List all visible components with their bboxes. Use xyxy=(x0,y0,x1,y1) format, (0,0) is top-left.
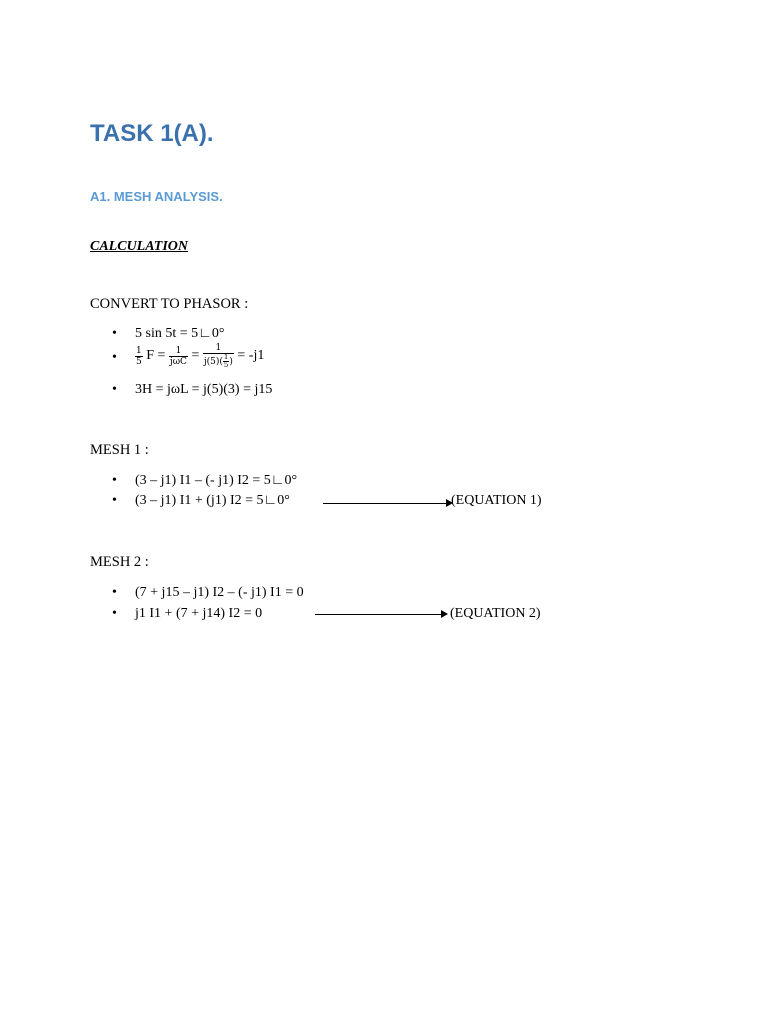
phasor-item-source: 5 sin 5t = 5∟0° xyxy=(135,326,225,341)
phasor-heading: CONVERT TO PHASOR : xyxy=(90,296,249,312)
fraction-one-fifth: $\frac{1}{5}$ xyxy=(136,345,142,367)
fraction-one-over-jwc: $\frac{1}{\text{jωC}}$ xyxy=(169,345,187,367)
bullet-icon: • xyxy=(112,606,117,621)
bullet-icon: • xyxy=(112,350,117,365)
section-heading: A1. MESH ANALYSIS. xyxy=(90,189,223,204)
mesh2-item-2: j1 I1 + (7 + j14) I2 = 0 xyxy=(135,606,263,621)
bullet-icon: • xyxy=(112,326,117,341)
fraction-one-over-j5-fifth: 1 j(5)( $\frac{1}{5}$ ) xyxy=(203,343,233,369)
mesh1-item-1: (3 – j1) I1 – (- j1) I2 = 5∟0° xyxy=(135,473,298,488)
bullet-icon: • xyxy=(112,493,117,508)
phasor-item-inductor: 3H = jωL = j(5)(3) = j15 xyxy=(135,382,273,397)
mesh1-heading: MESH 1 : xyxy=(90,442,149,458)
mesh1-item-2: (3 – j1) I1 + (j1) I2 = 5∟0° xyxy=(135,493,290,508)
bullet-icon: • xyxy=(112,473,117,488)
arrow-icon xyxy=(323,503,451,504)
mesh2-item-1: (7 + j15 – j1) I2 – (- j1) I1 = 0 xyxy=(135,585,304,600)
page-title: TASK 1(A). xyxy=(90,120,214,147)
equation2-label: (EQUATION 2) xyxy=(450,606,541,621)
phasor-item-capacitor xyxy=(135,343,264,369)
mesh2-heading: MESH 2 : xyxy=(90,554,149,570)
bullet-icon: • xyxy=(112,382,117,397)
equals-sign: = xyxy=(191,348,200,364)
capacitor-result: = -j1 xyxy=(237,348,265,364)
capacitor-label: F = xyxy=(146,348,166,364)
arrow-icon xyxy=(315,614,446,615)
calculation-heading: CALCULATION xyxy=(90,239,189,254)
equation1-label: (EQUATION 1) xyxy=(451,493,542,508)
bullet-icon: • xyxy=(112,585,117,600)
